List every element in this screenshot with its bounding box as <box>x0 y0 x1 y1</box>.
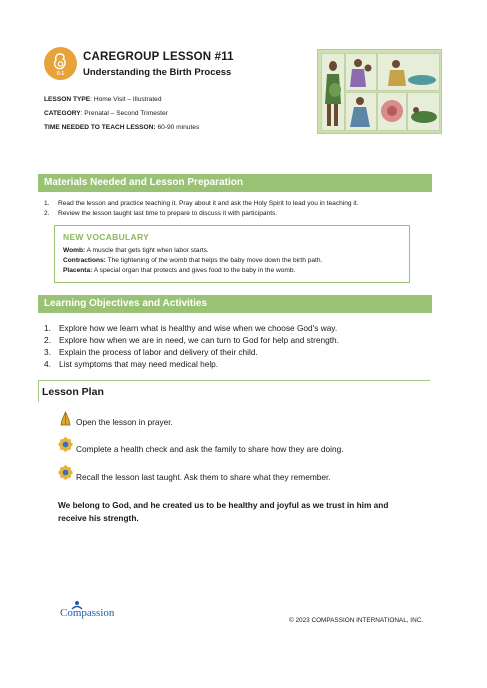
thumb-panel <box>377 53 440 91</box>
lesson-title: CAREGROUP LESSON #11 <box>83 51 234 63</box>
materials-item: 1. Read the lesson and practice teaching it. Pray about it and ask the Holy Spirit to lead you in teaching it. <box>44 200 359 207</box>
footer-logo: Compassion <box>60 607 114 619</box>
copyright: © 2023 COMPASSION INTERNATIONAL, INC. <box>289 617 424 624</box>
lesson-plan-heading: Lesson Plan <box>42 386 104 398</box>
praying-hands-icon <box>58 411 73 426</box>
vocabulary-term: Womb: A muscle that gets tight when labor starts. <box>63 247 209 254</box>
thumb-panel <box>377 92 407 131</box>
objective-item: 1. Explore how we learn what is healthy and wise when we choose God's way. <box>44 323 338 333</box>
materials-heading: Materials Needed and Lesson Preparation <box>38 174 432 192</box>
closing-statement: We belong to God, and he created us to be healthy and joyful as we trust in him and receive his strength. <box>58 500 389 523</box>
flower-icon <box>58 437 73 452</box>
vocabulary-term: Contractions: The tightening of the womb that helps the baby move down the birth path. <box>63 257 323 264</box>
vocabulary-box <box>54 225 410 283</box>
lesson-type: LESSON TYPE: Home Visit – Illustrated <box>44 96 162 103</box>
thumb-panel <box>321 53 345 131</box>
lesson-logo-label: 0-1 <box>56 71 65 77</box>
compassion-figure-icon <box>70 600 84 610</box>
thumb-panel <box>407 92 440 131</box>
lesson-logo <box>44 47 77 80</box>
lesson-illustration-thumbnail <box>317 49 442 134</box>
objective-item: 3. Explain the process of labor and delivery of their child. <box>44 347 258 357</box>
flower-icon <box>58 465 73 480</box>
lesson-step: Recall the lesson last taught. Ask them to share what they remember. <box>76 472 331 482</box>
thumb-panel <box>345 92 377 131</box>
objectives-heading: Learning Objectives and Activities <box>38 295 432 313</box>
materials-item: 2. Review the lesson taught last time to prepare to discuss it with participants. <box>44 210 278 217</box>
divider <box>38 380 39 402</box>
objective-item: 4. List symptoms that may need medical help. <box>44 359 219 369</box>
vocabulary-term: Placenta: A special organ that protects and gives food to the baby in the womb. <box>63 267 296 274</box>
thumb-panel <box>345 53 377 91</box>
divider <box>38 380 430 381</box>
lesson-subtitle: Understanding the Birth Process <box>83 67 232 78</box>
lesson-time: TIME NEEDED TO TEACH LESSON: 60-90 minutes <box>44 124 200 131</box>
lesson-step: Complete a health check and ask the family to share how they are doing. <box>76 444 344 454</box>
vocabulary-heading: NEW VOCABULARY <box>63 232 150 242</box>
objective-item: 2. Explore how when we are in need, we can turn to God for help and strength. <box>44 335 339 345</box>
lesson-category: CATEGORY: Prenatal – Second Trimester <box>44 110 168 117</box>
lesson-step: Open the lesson in prayer. <box>76 417 173 427</box>
